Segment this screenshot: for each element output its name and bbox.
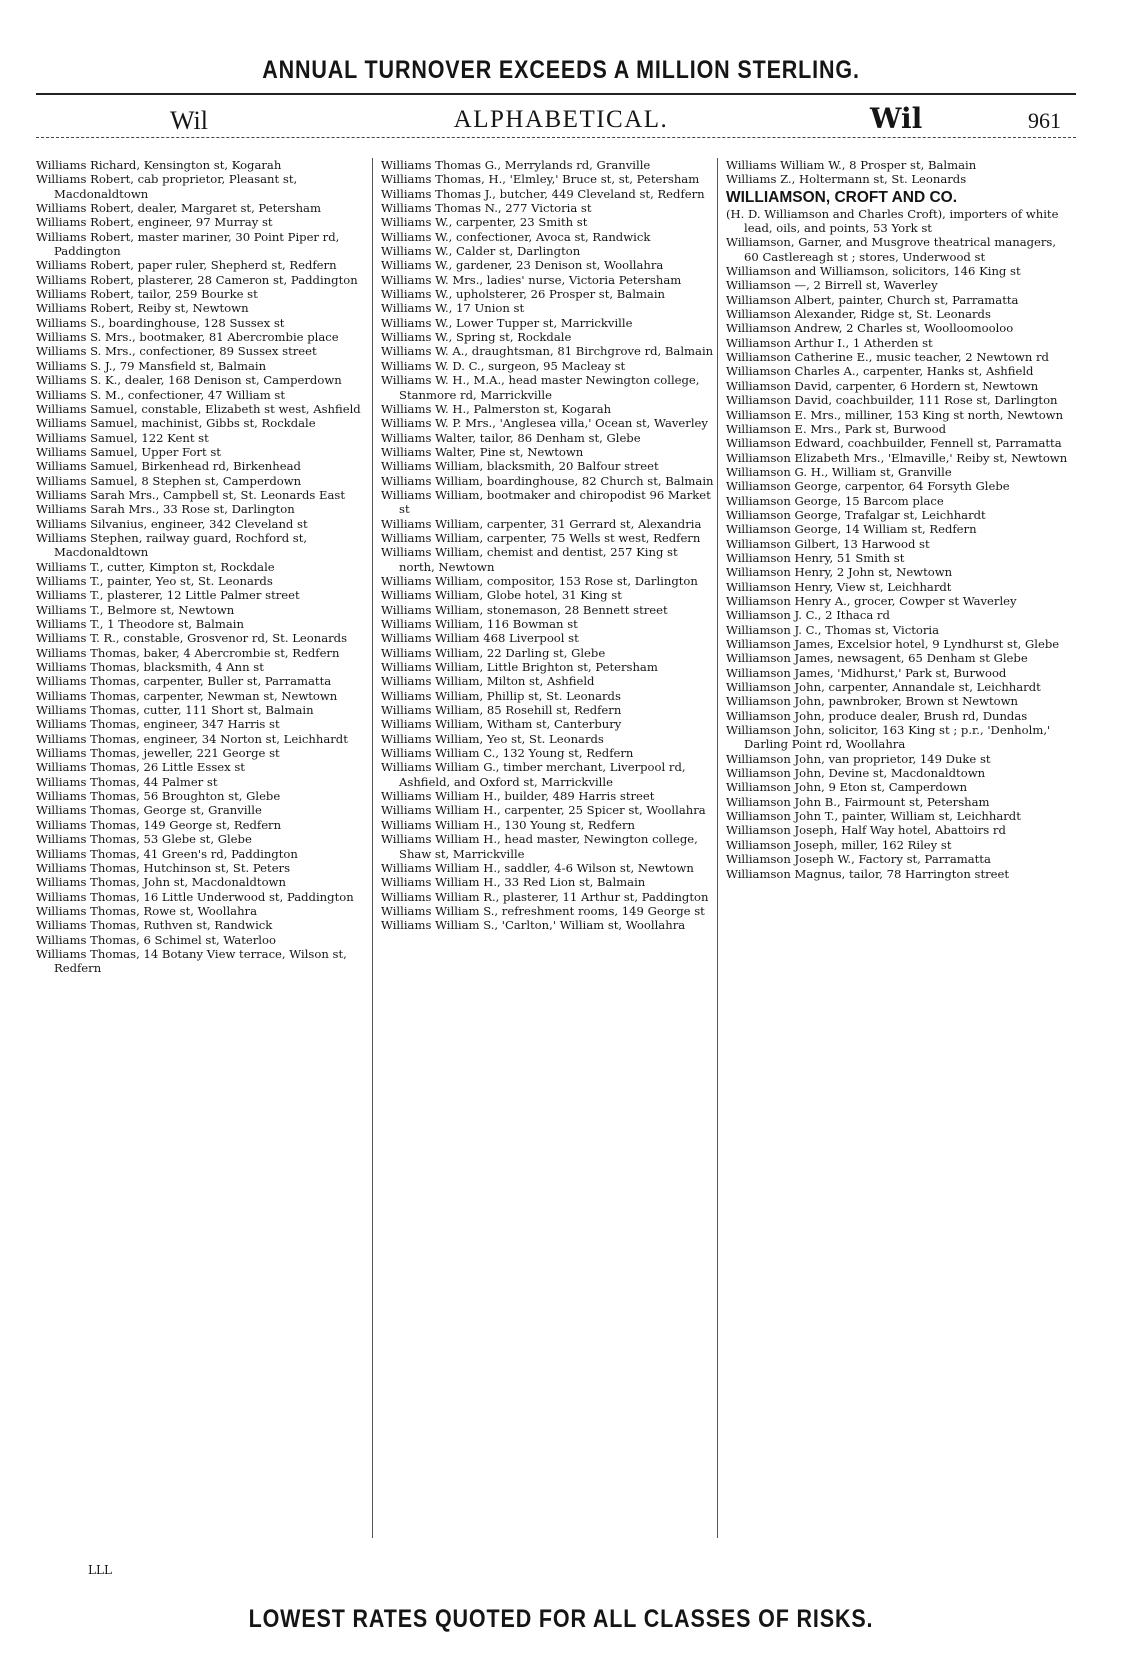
directory-entry: Williams Thomas, George st, Granville: [36, 803, 262, 818]
directory-entry: Williams W., 17 Union st: [381, 301, 525, 316]
directory-entry: Williams Thomas, engineer, 347 Harris st: [36, 717, 280, 732]
directory-entry: Williams Thomas N., 277 Victoria st: [381, 201, 592, 216]
column-divider-2: [717, 158, 718, 1538]
directory-entry: Williams Walter, tailor, 86 Denham st, Glebe: [381, 430, 641, 445]
directory-entry: Williams William, 116 Bowman st: [381, 617, 578, 631]
directory-column-2: [381, 158, 715, 1578]
directory-entry: Williams Robert, master mariner, 30 Point Piper rd, Paddington: [36, 229, 340, 259]
directory-entry: Williamson John, carpenter, Annandale st, Leichhardt: [726, 680, 1041, 695]
directory-entry: Williams William, 85 Rosehill st, Redfern: [381, 703, 622, 718]
directory-entry: Williams Robert, paper ruler, Shepherd st, Redfern: [36, 258, 337, 273]
directory-entry: Williams William H., carpenter, 25 Spicer st, Woollahra: [381, 803, 706, 818]
directory-entry: Williams Samuel, Upper Fort st: [36, 444, 221, 459]
directory-entry: Williams William H., 130 Young st, Redfern: [381, 817, 636, 832]
directory-entry: Williams William H., builder, 489 Harris street: [381, 789, 655, 804]
directory-entry: Williams William, carpenter, 31 Gerrard st, Alexandria: [381, 516, 702, 531]
directory-entry: Williams S. Mrs., confectioner, 89 Sussex street: [36, 344, 317, 359]
directory-entry: Williams William H., saddler, 4-6 Wilson st, Newtown: [381, 860, 694, 875]
directory-entry: Williams Thomas, 44 Palmer st: [36, 774, 218, 789]
directory-entry: Williams S. J., 79 Mansfield st, Balmain: [36, 358, 267, 373]
directory-entry: Williamson James, newsagent, 65 Denham st Glebe: [726, 651, 1028, 666]
directory-entry: Williams William, Witham st, Canterbury: [381, 717, 622, 732]
directory-column-1: [36, 158, 370, 1578]
directory-entry: Williams Sarah Mrs., Campbell st, St. Leonards East: [36, 487, 346, 502]
directory-entry: Williams W., confectioner, Avoca st, Randwick: [381, 229, 651, 244]
directory-entry: Williams William 468 Liverpool st: [381, 631, 579, 646]
directory-entry: Williams W. D. C., surgeon, 95 Macleay st: [381, 358, 626, 373]
directory-entry: Williams William S., refreshment rooms, 149 George st: [381, 903, 705, 918]
directory-entry: Williams William, compositor, 153 Rose st, Darlington: [381, 573, 698, 588]
directory-entry: Williams S. Mrs., bootmaker, 81 Abercrombie place: [36, 330, 339, 345]
directory-entry: Williamson George, 14 William st, Redfern: [726, 522, 977, 537]
directory-entry: Williamson Alexander, Ridge st, St. Leonards: [726, 307, 991, 322]
directory-entry: Williams Thomas, Hutchinson st, St. Peters: [36, 860, 291, 875]
directory-entry: Williams William, blacksmith, 20 Balfour street: [381, 459, 659, 474]
header-left-range: Wil: [170, 106, 208, 135]
directory-entry: Williams Richard, Kensington st, Kogarah: [36, 158, 282, 172]
directory-entry: Williams S. M., confectioner, 47 William st: [36, 387, 285, 402]
directory-entry: Williams William R., plasterer, 11 Arthur st, Paddington: [381, 889, 709, 904]
directory-entry: Williams T., painter, Yeo st, St. Leonards: [36, 573, 273, 588]
directory-entry: Williams Thomas, Rowe st, Woollahra: [36, 903, 257, 918]
header-right-range: Wil: [870, 102, 923, 135]
directory-entry: Williams William, Milton st, Ashfield: [381, 674, 595, 689]
directory-entry: Williamson E. Mrs., milliner, 153 King st north, Newtown: [726, 407, 1064, 422]
directory-entry: Williams S., boardinghouse, 128 Sussex st: [36, 315, 285, 330]
directory-entry: Williams W. P. Mrs., 'Anglesea villa,' Ocean st, Waverley: [381, 416, 708, 431]
directory-entry: Williams Samuel, machinist, Gibbs st, Rockdale: [36, 416, 316, 431]
directory-entry: Williamson John, pawnbroker, Brown st Newtown: [726, 694, 1019, 709]
directory-entry: Williams W. H., M.A., head master Newington college, Stanmore rd, Marrickville: [381, 373, 700, 402]
directory-entry: Williams Thomas, 53 Glebe st, Glebe: [36, 832, 252, 847]
directory-entry: Williamson John T., painter, William st, Leichhardt: [726, 809, 1021, 824]
directory-entry: Williams William, carpenter, 75 Wells st west, Redfern: [381, 530, 701, 545]
directory-entry: Williams William H., head master, Newington college, Shaw st, Marrickville: [381, 832, 698, 861]
directory-entry: Williams William G., timber merchant, Liverpool rd, Ashfield, and Oxford st, Marrickville: [381, 760, 686, 789]
directory-entry: Williams Thomas G., Merrylands rd, Granville: [381, 158, 651, 172]
directory-entry: Williams W. Mrs., ladies' nurse, Victoria Petersham: [381, 272, 682, 287]
directory-entry: Williams W., Spring st, Rockdale: [381, 330, 572, 345]
directory-entry: Williams Z., Holtermann st, St. Leonards: [726, 172, 967, 187]
directory-entry: Williams Thomas, 41 Green's rd, Paddington: [36, 846, 298, 861]
header-rule: [36, 137, 1076, 138]
directory-entry: Williamson George, carpentor, 64 Forsyth Glebe: [726, 479, 1010, 494]
directory-entry: Williams William H., 33 Red Lion st, Balmain: [381, 875, 646, 890]
directory-entry: Williamson and Williamson, solicitors, 146 King st: [726, 264, 1021, 279]
directory-entry: Williamson —, 2 Birrell st, Waverley: [726, 278, 938, 293]
directory-entry: Williamson Henry, 2 John st, Newtown: [726, 565, 953, 580]
directory-entry: Williams Thomas, jeweller, 221 George st: [36, 746, 280, 761]
directory-entry: Williams William, 22 Darling st, Glebe: [381, 645, 606, 660]
directory-entry: Williams T., plasterer, 12 Little Palmer street: [36, 588, 300, 603]
directory-entry: Williamson Joseph, Half Way hotel, Abattoirs rd: [726, 823, 1006, 838]
directory-entry: Williams T., cutter, Kimpton st, Rockdale: [36, 559, 275, 574]
directory-entry: Williamson J. C., 2 Ithaca rd: [726, 608, 890, 623]
directory-entry: Williams Samuel, 122 Kent st: [36, 430, 209, 445]
top-rule: [36, 93, 1076, 95]
directory-entry: Williams Thomas, H., 'Elmley,' Bruce st, st, Petersham: [381, 172, 700, 187]
directory-entry: Williamson Charles A., carpenter, Hanks st, Ashfield: [726, 364, 1034, 379]
directory-entry: Williamson G. H., William st, Granville: [726, 464, 952, 479]
firm-heading: WILLIAMSON, CROFT AND CO.: [726, 188, 958, 206]
directory-entry: Williamson John B., Fairmount st, Petersham: [726, 794, 990, 809]
directory-entry: Williamson David, carpenter, 6 Hordern st, Newtown: [726, 378, 1039, 393]
directory-entry: Williams W., Lower Tupper st, Marrickville: [381, 315, 633, 330]
directory-entry: Williamson Henry, View st, Leichhardt: [726, 579, 952, 594]
directory-entry: Williams William, chemist and dentist, 257 King st north, Newtown: [381, 545, 678, 574]
directory-entry: Williams Thomas, 149 George st, Redfern: [36, 817, 282, 832]
directory-entry: Williams W., upholsterer, 26 Prosper st, Balmain: [381, 287, 666, 302]
directory-entry: Williamson J. C., Thomas st, Victoria: [726, 622, 940, 637]
directory-entry: Williams W., carpenter, 23 Smith st: [381, 215, 588, 230]
directory-entry: Williams Thomas, carpenter, Newman st, Newtown: [36, 688, 338, 703]
directory-entry: Williams Robert, engineer, 97 Murray st: [36, 215, 273, 230]
directory-entry: Williams Thomas, 56 Broughton st, Glebe: [36, 789, 281, 804]
directory-entry: Williams William, stonemason, 28 Bennett street: [381, 602, 668, 617]
directory-entry: Williams William, Yeo st, St. Leonards: [381, 731, 604, 746]
directory-entry: Williams Thomas, 16 Little Underwood st, Paddington: [36, 889, 354, 904]
directory-entry: Williams William, bootmaker and chiropodist 96 Market st: [381, 487, 711, 517]
directory-entry: Williams Samuel, constable, Elizabeth st west, Ashfield: [36, 401, 361, 416]
directory-entry: Williams Thomas, 26 Little Essex st: [36, 760, 245, 775]
signature-mark: LLL: [88, 1563, 112, 1577]
page-number: 961: [1028, 108, 1061, 133]
directory-entry: Williamson Joseph W., Factory st, Parramatta: [726, 852, 991, 867]
column-divider-1: [372, 158, 373, 1538]
directory-entry: Williams Thomas, Ruthven st, Randwick: [36, 918, 273, 933]
directory-entry: Williamson Magnus, tailor, 78 Harrington street: [726, 866, 1010, 881]
directory-entry: Williamson Gilbert, 13 Harwood st: [726, 536, 930, 551]
directory-entry: Williamson James, 'Midhurst,' Park st, Burwood: [726, 665, 1007, 680]
directory-entry: Williams Robert, Reiby st, Newtown: [36, 301, 249, 316]
directory-entry: Williamson Henry A., grocer, Cowper st Waverley: [726, 593, 1017, 608]
directory-column-3: [726, 158, 1071, 1578]
directory-entry: Williams Thomas, 6 Schimel st, Waterloo: [36, 932, 276, 947]
directory-entry: Williams T., Belmore st, Newtown: [36, 602, 235, 617]
directory-entry: Williamson James, Excelsior hotel, 9 Lyndhurst st, Glebe: [726, 637, 1060, 651]
directory-entry: Williamson Edward, coachbuilder, Fennell st, Parramatta: [726, 436, 1062, 451]
directory-entry: Williams Thomas, baker, 4 Abercrombie st, Redfern: [36, 645, 340, 660]
directory-entry: Williams Thomas, 14 Botany View terrace, Wilson st, Redfern: [36, 946, 347, 976]
directory-entry: Williams Walter, Pine st, Newtown: [381, 444, 584, 459]
directory-entry: Williams William, Globe hotel, 31 King st: [381, 588, 622, 603]
directory-entry: Williams Robert, cab proprietor, Pleasant st, Macdonaldtown: [36, 172, 298, 201]
directory-entry: (H. D. Williamson and Charles Croft), importers of white lead, oils, and points, 53 York st: [726, 206, 1059, 236]
header-title: ALPHABETICAL.: [453, 106, 669, 133]
directory-entry: Williams W. A., draughtsman, 81 Birchgrove rd, Balmain: [381, 344, 714, 359]
directory-entry: Williamson John, van proprietor, 149 Duke st: [726, 751, 991, 766]
directory-entry: Williams Thomas, cutter, 111 Short st, Balmain: [36, 703, 314, 718]
top-banner: ANNUAL TURNOVER EXCEEDS A MILLION STERLING.: [262, 56, 860, 84]
directory-entry: Williams William C., 132 Young st, Redfern: [381, 746, 634, 761]
directory-entry: Williams Sarah Mrs., 33 Rose st, Darlington: [36, 502, 295, 517]
directory-entry: Williams S. K., dealer, 168 Denison st, Camperdown: [36, 373, 342, 388]
directory-entry: Williamson David, coachbuilder, 111 Rose st, Darlington: [726, 393, 1058, 408]
directory-entry: Williams Robert, plasterer, 28 Cameron st, Paddington: [36, 272, 358, 287]
directory-entry: Williams Robert, tailor, 259 Bourke st: [36, 287, 258, 302]
directory-entry: Williams Thomas, carpenter, Buller st, Parramatta: [36, 674, 332, 689]
directory-entry: Williams Stephen, railway guard, Rochford st, Macdonaldtown: [36, 530, 308, 560]
directory-entry: Williamson George, Trafalgar st, Leichhardt: [726, 507, 986, 522]
directory-entry: Williamson Elizabeth Mrs., 'Elmaville,' Reiby st, Newtown: [726, 450, 1068, 465]
directory-entry: Williamson John, solicitor, 163 King st ; p.r., 'Denholm,' Darling Point rd, Woollahra: [726, 723, 1051, 752]
directory-entry: Williams Robert, dealer, Margaret st, Petersham: [36, 201, 321, 216]
directory-entry: Williams W. H., Palmerston st, Kogarah: [381, 401, 612, 416]
directory-entry: Williams Thomas J., butcher, 449 Cleveland st, Redfern: [381, 186, 705, 201]
directory-entry: Williams Samuel, Birkenhead rd, Birkenhead: [36, 459, 301, 474]
directory-entry: Williamson Arthur I., 1 Atherden st: [726, 335, 933, 350]
directory-entry: Williams W., Calder st, Darlington: [381, 244, 581, 259]
directory-entry: Williams T. R., constable, Grosvenor rd, St. Leonards: [36, 631, 348, 646]
directory-entry: Williams William, Little Brighton st, Petersham: [381, 660, 658, 675]
directory-entry: Williams Thomas, John st, Macdonaldtown: [36, 875, 286, 890]
directory-entry: Williams William, Phillip st, St. Leonards: [381, 688, 621, 703]
directory-entry: Williamson John, 9 Eton st, Camperdown: [726, 780, 968, 795]
directory-entry: Williams Silvanius, engineer, 342 Cleveland st: [36, 516, 308, 531]
directory-entry: Williams Samuel, 8 Stephen st, Camperdown: [36, 473, 302, 488]
directory-entry: Williamson George, 15 Barcom place: [726, 493, 944, 508]
directory-entry: Williamson Joseph, miller, 162 Riley st: [726, 837, 952, 852]
bottom-banner: LOWEST RATES QUOTED FOR ALL CLASSES OF RISKS.: [248, 1605, 874, 1633]
directory-entry: Williamson Catherine E., music teacher, 2 Newtown rd: [726, 350, 1049, 365]
directory-entry: Williamson E. Mrs., Park st, Burwood: [726, 421, 947, 436]
directory-entry: Williams Thomas, engineer, 34 Norton st, Leichhardt: [36, 731, 348, 746]
directory-entry: Williamson Albert, painter, Church st, Parramatta: [726, 292, 1019, 307]
directory-entry: Williams Thomas, blacksmith, 4 Ann st: [36, 660, 264, 675]
directory-entry: Williams William W., 8 Prosper st, Balmain: [726, 158, 977, 172]
directory-entry: Williams T., 1 Theodore st, Balmain: [36, 617, 244, 631]
directory-entry: Williamson, Garner, and Musgrove theatrical managers, 60 Castlereagh st ; stores, Underwood st: [726, 235, 1057, 264]
directory-entry: Williams William S., 'Carlton,' William st, Woollahra: [381, 918, 686, 933]
directory-entry: Williamson John, Devine st, Macdonaldtown: [726, 766, 986, 781]
directory-entry: Williamson Henry, 51 Smith st: [726, 550, 905, 565]
directory-entry: Williamson John, produce dealer, Brush rd, Dundas: [726, 708, 1028, 723]
directory-entry: Williams W., gardener, 23 Denison st, Woollahra: [381, 258, 664, 273]
directory-entry: Williams William, boardinghouse, 82 Church st, Balmain: [381, 473, 714, 488]
directory-entry: Williamson Andrew, 2 Charles st, Woolloomooloo: [726, 321, 1014, 336]
